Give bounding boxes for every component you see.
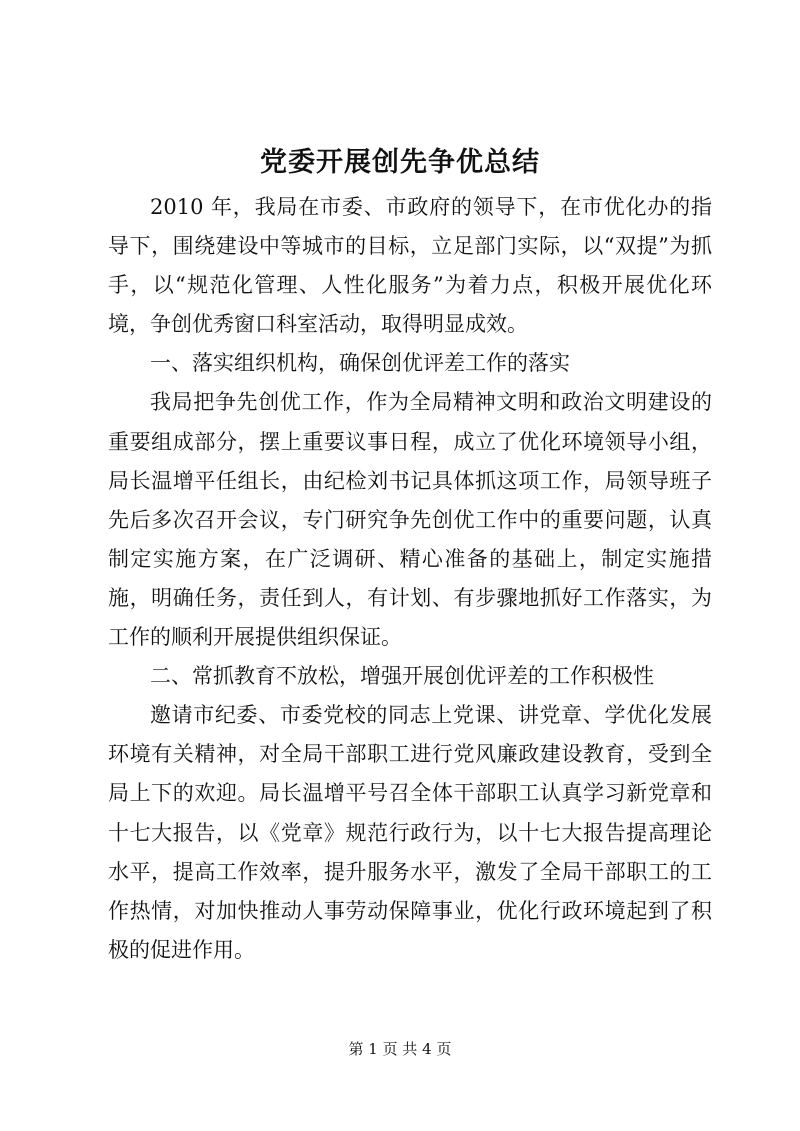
section-heading-1: 一、落实组织机构，确保创优评差工作的落实 bbox=[150, 351, 570, 376]
section-heading-2: 二、常抓教育不放松，增强开展创优评差的工作积极性 bbox=[150, 664, 654, 689]
paragraph-section-1: 我局把争先创优工作，作为全局精神文明和政治文明建设的重要组成部分，摆上重要议事日程，成立了优化环境领导小组，局长温增平任组长，由纪检刘书记具体抓这项工作，局领导班子先后多次召开会议，专门研究争先创优工作中的重要问题，认真制定实施方案，在广泛调研、精心准备的基础上，制定实施措施，明确任务，责任到人，有计划、有步骤地抓好工作落实，为工作的顺利开展提供组织保证。 bbox=[108, 390, 712, 650]
paragraph-intro: 2010 年，我局在市委、市政府的领导下，在市优化办的指导下，围绕建设中等城市的目标，立足部门实际，以“双提”为抓手，以“规范化管理、人性化服务”为着力点，积极开展优化环境，争创优秀窗口科室活动，取得明显成效。 bbox=[108, 195, 712, 337]
document-title: 党委开展创先争优总结 bbox=[260, 147, 540, 178]
page-indicator: 第 1 页 共 4 页 bbox=[348, 1040, 452, 1058]
document-body bbox=[108, 188, 712, 970]
paragraph-section-2: 邀请市纪委、市委党校的同志上党课、讲党章、学优化发展环境有关精神，对全局干部职工进行党风廉政建设教育，受到全局上下的欢迎。局长温增平号召全体干部职工认真学习新党章和十七大报告，以《党章》规范行政行为，以十七大报告提高理论水平，提高工作效率，提升服务水平，激发了全局干部职工的工作热情，对加快推动人事劳动保障事业，优化行政环境起到了积极的促进作用。 bbox=[108, 703, 712, 962]
